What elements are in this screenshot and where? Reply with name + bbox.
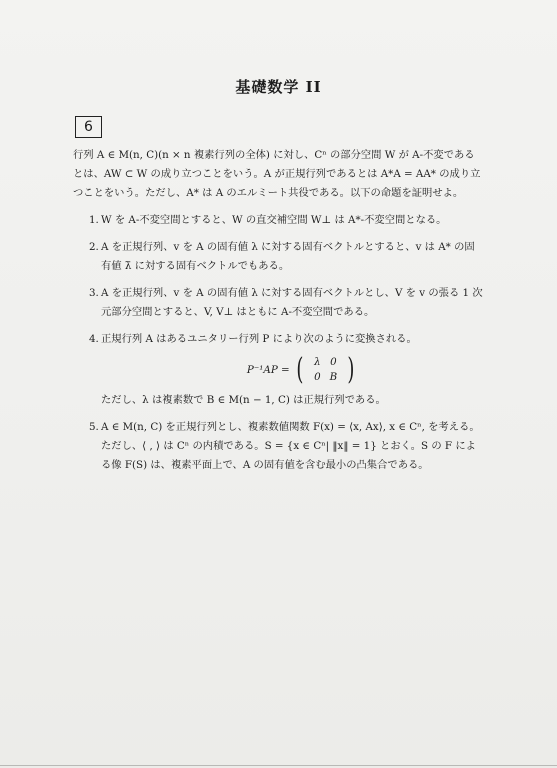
matrix-cell: 0 — [330, 356, 337, 368]
matrix-cell: 0 — [314, 371, 321, 383]
proposition-line: A を正規行列、v を A の固有値 λ に対する固有ベクトルとし、V を v の張る 1 次 — [101, 287, 483, 299]
page-title: 基礎数学 II — [235, 78, 322, 96]
intro-line: 行列 A ∈ M(n, C)(n × n 複素行列の全体) に対し、Cⁿ の部分空間 W が A-不変である — [73, 149, 475, 161]
proposition-line: 元部分空間とすると、V, V⊥ はともに A-不変空間である。 — [101, 306, 375, 318]
proposition-item — [73, 284, 503, 322]
proposition-line: る像 F(S) は、複素平面上で、A の固有値を含む最小の凸集合である。 — [101, 459, 429, 471]
proposition-number: 4. — [89, 333, 99, 345]
equation-lhs: P⁻¹AP = — [246, 363, 290, 376]
proposition-item — [73, 211, 503, 230]
proposition-line: ただし、⟨ , ⟩ は Cⁿ の内積である。S = {x ∈ Cⁿ| ‖x‖ = 1} とおく。S の F によ — [101, 440, 476, 452]
matrix-cell: B — [329, 371, 338, 383]
proposition-line: 正規行列 A はあるユニタリー行列 P により次のように変換される。 — [101, 333, 417, 345]
proposition-line: A ∈ M(n, C) を正規行列とし、複素数値関数 F(x) = ⟨x, Ax⟩, x ∈ Cⁿ, を考える。 — [101, 421, 480, 433]
proposition-number: 2. — [89, 241, 99, 253]
proposition-number: 1. — [89, 214, 99, 226]
scan-edge-divider — [0, 765, 557, 766]
right-paren: ) — [347, 352, 355, 387]
intro-line: つことをいう。ただし、A* は A のエルミート共役である。以下の命題を証明せよ。 — [73, 187, 464, 199]
matrix-equation — [101, 352, 503, 387]
proposition-number: 3. — [89, 287, 99, 299]
intro-line: とは、AW ⊂ W の成り立つことをいう。A が正規行列であるとは A*A = AA* の成り立 — [73, 168, 481, 180]
left-paren: ( — [296, 352, 304, 387]
matrix — [309, 355, 341, 385]
problem-intro — [73, 146, 503, 203]
proposition-item — [73, 330, 503, 410]
proposition-line: 有値 λ̄ に対する固有ベクトルでもある。 — [101, 260, 290, 272]
proposition-line: ただし、λ は複素数で B ∈ M(n − 1, C) は正規行列である。 — [101, 394, 386, 406]
proposition-line: W を A-不変空間とすると、W の直交補空間 W⊥ は A*-不変空間となる。 — [101, 214, 447, 226]
proposition-number: 5. — [89, 421, 99, 433]
matrix-cell: λ — [314, 356, 321, 368]
proposition-item — [73, 238, 503, 276]
proposition-line: A を正規行列、v を A の固有値 λ に対する固有ベクトルとすると、v は A* の固 — [101, 241, 475, 253]
problem-number-box: 6 — [75, 116, 102, 138]
proposition-item — [73, 418, 503, 475]
proposition-list — [73, 211, 503, 475]
problem-content — [73, 146, 503, 483]
